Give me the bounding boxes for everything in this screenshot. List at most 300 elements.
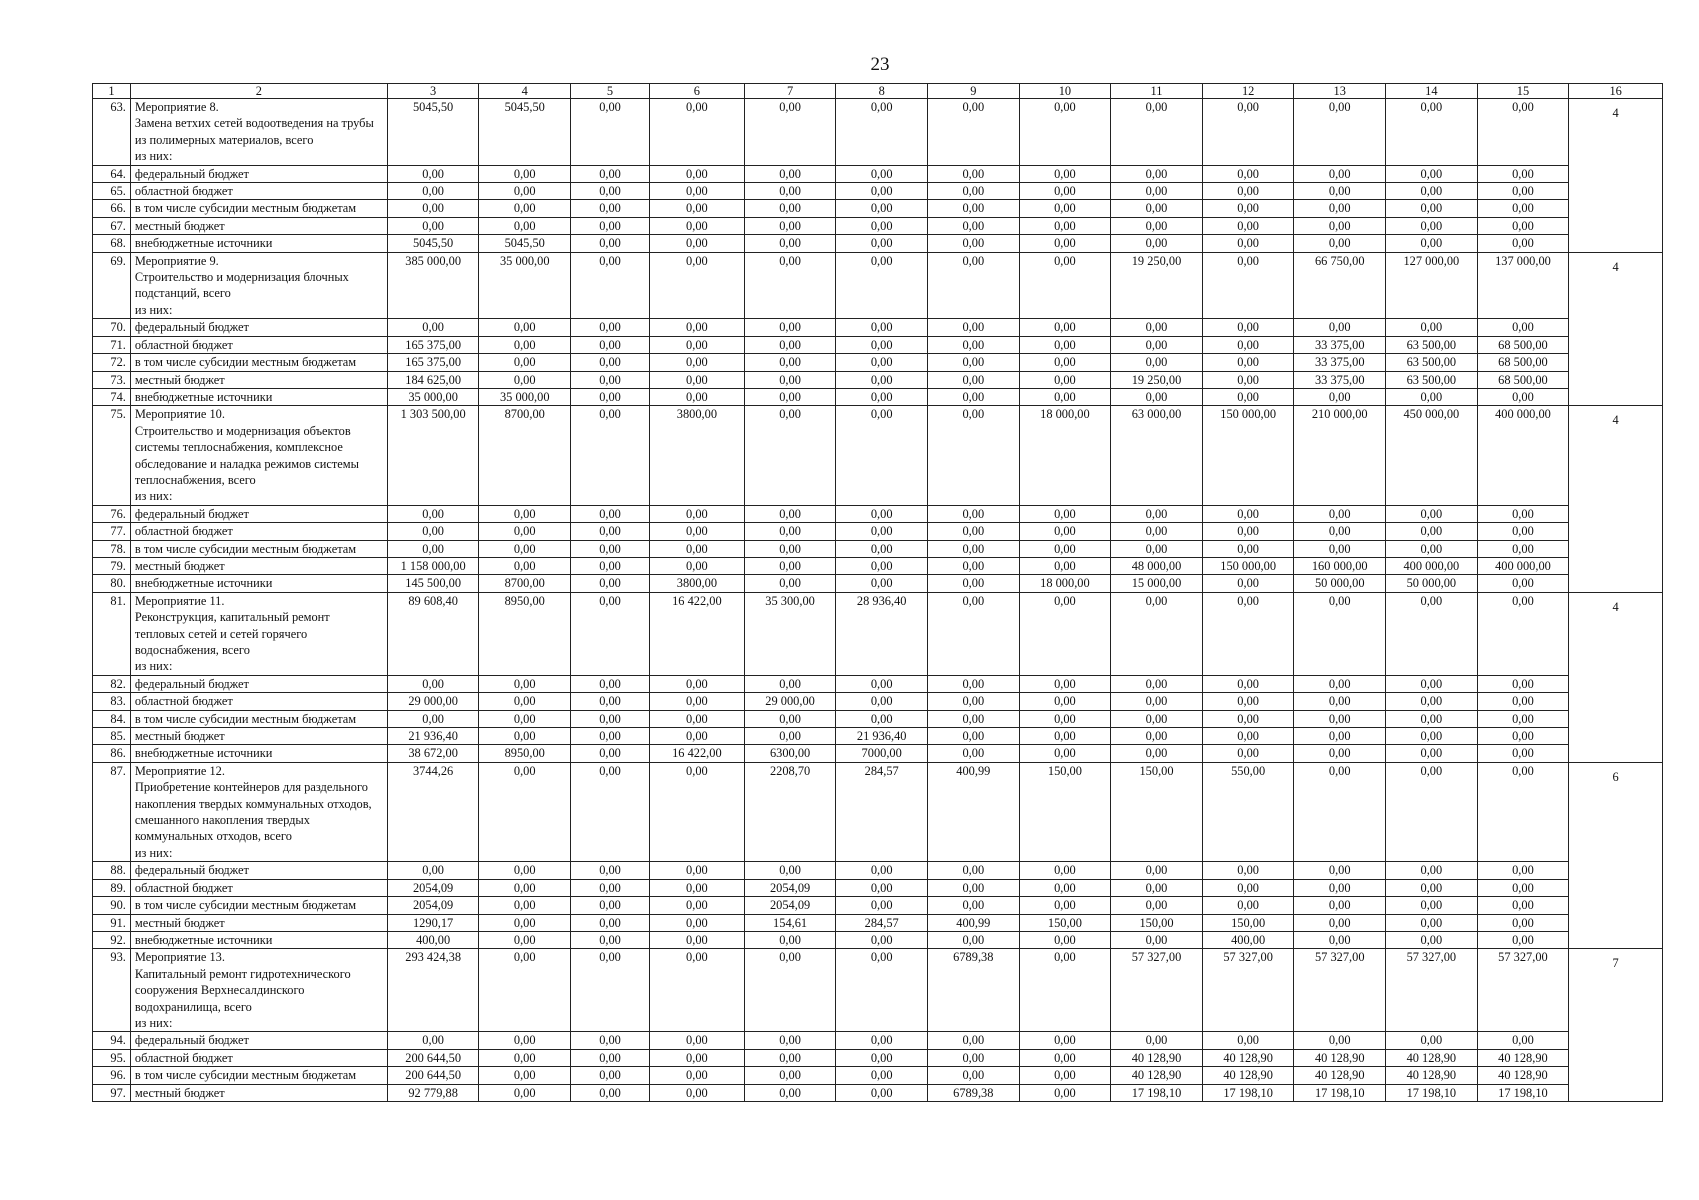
row-name bbox=[130, 879, 387, 896]
row-value: 0,00 bbox=[836, 235, 928, 252]
row-value: 0,00 bbox=[650, 1084, 745, 1101]
row-value: 0,00 bbox=[1386, 675, 1478, 692]
row-name bbox=[130, 693, 387, 710]
row-value: 21 936,40 bbox=[836, 728, 928, 745]
row-value: 0,00 bbox=[571, 914, 650, 931]
table-row bbox=[93, 693, 1663, 710]
row-value: 0,00 bbox=[836, 1049, 928, 1066]
row-value: 0,00 bbox=[1477, 217, 1569, 234]
row-value: 0,00 bbox=[479, 693, 571, 710]
row-name bbox=[130, 217, 387, 234]
row-number: 65. bbox=[93, 183, 131, 200]
row-value: 0,00 bbox=[836, 99, 928, 166]
row-value: 35 000,00 bbox=[479, 252, 571, 319]
row-value: 0,00 bbox=[1019, 252, 1111, 319]
row-value: 0,00 bbox=[744, 949, 836, 1032]
row-value: 0,00 bbox=[928, 319, 1020, 336]
row-value: 0,00 bbox=[571, 1032, 650, 1049]
row-value: 2054,09 bbox=[387, 879, 479, 896]
row-value: 0,00 bbox=[1019, 235, 1111, 252]
row-value: 0,00 bbox=[928, 879, 1020, 896]
row-value: 137 000,00 bbox=[1477, 252, 1569, 319]
row-value: 0,00 bbox=[571, 99, 650, 166]
row-value: 0,00 bbox=[1111, 897, 1203, 914]
row-number: 87. bbox=[93, 762, 131, 861]
row-value: 0,00 bbox=[836, 1084, 928, 1101]
row-number: 85. bbox=[93, 728, 131, 745]
row-value: 0,00 bbox=[1294, 165, 1386, 182]
row-value: 0,00 bbox=[744, 406, 836, 505]
row-value: 0,00 bbox=[836, 523, 928, 540]
row-value: 0,00 bbox=[744, 575, 836, 592]
row-value: 150,00 bbox=[1019, 914, 1111, 931]
row-value: 0,00 bbox=[650, 914, 745, 931]
row-name-line: Мероприятие 12. bbox=[134, 763, 225, 778]
row-value: 66 750,00 bbox=[1294, 252, 1386, 319]
row-value: 0,00 bbox=[1477, 762, 1569, 861]
row-name-line: федеральный бюджет bbox=[134, 166, 249, 181]
row-value: 0,00 bbox=[479, 505, 571, 522]
row-value: 0,00 bbox=[650, 200, 745, 217]
row-number: 67. bbox=[93, 217, 131, 234]
row-value: 0,00 bbox=[1294, 710, 1386, 727]
row-value: 0,00 bbox=[1477, 183, 1569, 200]
row-value: 145 500,00 bbox=[387, 575, 479, 592]
row-value: 0,00 bbox=[744, 319, 836, 336]
row-value: 400 000,00 bbox=[1477, 406, 1569, 505]
row-value: 0,00 bbox=[1111, 675, 1203, 692]
row-value: 0,00 bbox=[836, 710, 928, 727]
row-name bbox=[130, 862, 387, 879]
row-value: 0,00 bbox=[650, 354, 745, 371]
row-value: 0,00 bbox=[479, 949, 571, 1032]
row-value: 0,00 bbox=[1111, 540, 1203, 557]
row-value: 0,00 bbox=[1202, 728, 1294, 745]
row-name-line: местный бюджет bbox=[134, 558, 225, 573]
row-value: 0,00 bbox=[744, 540, 836, 557]
target-indicator: 4 bbox=[1569, 252, 1663, 406]
row-value: 0,00 bbox=[1294, 1032, 1386, 1049]
row-value: 0,00 bbox=[928, 675, 1020, 692]
row-value: 0,00 bbox=[1202, 862, 1294, 879]
target-indicator: 4 bbox=[1569, 592, 1663, 762]
row-name-line: областной бюджет bbox=[134, 880, 233, 895]
row-value: 0,00 bbox=[1019, 862, 1111, 879]
table-row bbox=[93, 319, 1663, 336]
row-value: 0,00 bbox=[1202, 879, 1294, 896]
column-header: 12 bbox=[1202, 84, 1294, 99]
row-value: 0,00 bbox=[571, 388, 650, 405]
row-value: 0,00 bbox=[928, 523, 1020, 540]
row-value: 0,00 bbox=[479, 1067, 571, 1084]
row-value: 0,00 bbox=[1386, 862, 1478, 879]
row-value: 68 500,00 bbox=[1477, 336, 1569, 353]
row-number: 81. bbox=[93, 592, 131, 675]
row-value: 0,00 bbox=[650, 217, 745, 234]
row-value: 210 000,00 bbox=[1294, 406, 1386, 505]
row-number: 74. bbox=[93, 388, 131, 405]
row-value: 154,61 bbox=[744, 914, 836, 931]
row-value: 0,00 bbox=[1019, 165, 1111, 182]
row-value: 40 128,90 bbox=[1477, 1067, 1569, 1084]
row-number: 90. bbox=[93, 897, 131, 914]
row-value: 40 128,90 bbox=[1386, 1067, 1478, 1084]
row-value: 0,00 bbox=[571, 183, 650, 200]
row-name-line: в том числе субсидии местным бюджетам bbox=[134, 1068, 357, 1083]
row-value: 21 936,40 bbox=[387, 728, 479, 745]
row-value: 0,00 bbox=[836, 319, 928, 336]
row-value: 400,00 bbox=[387, 931, 479, 948]
row-value: 0,00 bbox=[571, 675, 650, 692]
column-header: 7 bbox=[744, 84, 836, 99]
row-value: 0,00 bbox=[836, 693, 928, 710]
row-name-line: федеральный бюджет bbox=[134, 506, 249, 521]
row-number: 94. bbox=[93, 1032, 131, 1049]
row-value: 0,00 bbox=[1477, 745, 1569, 762]
row-value: 0,00 bbox=[1386, 388, 1478, 405]
row-value: 0,00 bbox=[928, 165, 1020, 182]
row-name bbox=[130, 505, 387, 522]
row-value: 385 000,00 bbox=[387, 252, 479, 319]
row-value: 0,00 bbox=[1019, 99, 1111, 166]
row-value: 0,00 bbox=[1202, 540, 1294, 557]
row-number: 75. bbox=[93, 406, 131, 505]
row-value: 89 608,40 bbox=[387, 592, 479, 675]
row-value: 40 128,90 bbox=[1111, 1067, 1203, 1084]
row-number: 80. bbox=[93, 575, 131, 592]
row-value: 0,00 bbox=[1386, 592, 1478, 675]
row-name-line: внебюджетные источники bbox=[134, 576, 273, 591]
row-name bbox=[130, 406, 387, 505]
row-value: 0,00 bbox=[1294, 931, 1386, 948]
row-value: 0,00 bbox=[1477, 388, 1569, 405]
row-value: 0,00 bbox=[650, 557, 745, 574]
row-value: 0,00 bbox=[836, 1032, 928, 1049]
row-value: 0,00 bbox=[836, 252, 928, 319]
target-indicator: 7 bbox=[1569, 949, 1663, 1102]
row-value: 0,00 bbox=[1294, 540, 1386, 557]
table-row-main bbox=[93, 406, 1663, 505]
row-value: 0,00 bbox=[836, 575, 928, 592]
row-value: 0,00 bbox=[571, 165, 650, 182]
row-value: 57 327,00 bbox=[1202, 949, 1294, 1032]
row-value: 0,00 bbox=[928, 371, 1020, 388]
row-name-line: внебюджетные источники bbox=[134, 389, 273, 404]
row-value: 40 128,90 bbox=[1111, 1049, 1203, 1066]
row-value: 0,00 bbox=[1477, 675, 1569, 692]
row-value: 0,00 bbox=[571, 897, 650, 914]
row-value: 0,00 bbox=[1294, 217, 1386, 234]
row-value: 6300,00 bbox=[744, 745, 836, 762]
row-value: 35 300,00 bbox=[744, 592, 836, 675]
row-name-line: областной бюджет bbox=[134, 184, 233, 199]
row-value: 8700,00 bbox=[479, 575, 571, 592]
row-value: 0,00 bbox=[836, 200, 928, 217]
row-value: 0,00 bbox=[1019, 523, 1111, 540]
row-value: 0,00 bbox=[650, 183, 745, 200]
row-value: 0,00 bbox=[744, 862, 836, 879]
row-value: 0,00 bbox=[1477, 1032, 1569, 1049]
table-row bbox=[93, 540, 1663, 557]
row-value: 0,00 bbox=[650, 252, 745, 319]
row-value: 0,00 bbox=[1477, 575, 1569, 592]
table-row bbox=[93, 235, 1663, 252]
row-value: 0,00 bbox=[1019, 949, 1111, 1032]
row-value: 0,00 bbox=[571, 1084, 650, 1101]
table-row bbox=[93, 745, 1663, 762]
row-value: 0,00 bbox=[1111, 693, 1203, 710]
column-header: 6 bbox=[650, 84, 745, 99]
row-value: 0,00 bbox=[1111, 319, 1203, 336]
row-value: 0,00 bbox=[479, 557, 571, 574]
row-name bbox=[130, 252, 387, 319]
row-value: 0,00 bbox=[479, 354, 571, 371]
row-number: 71. bbox=[93, 336, 131, 353]
row-value: 0,00 bbox=[1477, 540, 1569, 557]
row-value: 0,00 bbox=[1294, 183, 1386, 200]
row-value: 0,00 bbox=[479, 862, 571, 879]
row-value: 0,00 bbox=[479, 914, 571, 931]
row-value: 0,00 bbox=[1111, 336, 1203, 353]
row-value: 6789,38 bbox=[928, 949, 1020, 1032]
row-value: 0,00 bbox=[571, 540, 650, 557]
row-value: 0,00 bbox=[571, 235, 650, 252]
row-value: 8950,00 bbox=[479, 592, 571, 675]
row-value: 17 198,10 bbox=[1111, 1084, 1203, 1101]
table-row bbox=[93, 183, 1663, 200]
row-value: 0,00 bbox=[1202, 897, 1294, 914]
row-value: 0,00 bbox=[387, 540, 479, 557]
table-row bbox=[93, 200, 1663, 217]
row-value: 0,00 bbox=[1202, 319, 1294, 336]
row-value: 0,00 bbox=[1477, 728, 1569, 745]
row-value: 0,00 bbox=[836, 862, 928, 879]
row-value: 0,00 bbox=[650, 523, 745, 540]
table-row bbox=[93, 728, 1663, 745]
row-value: 7000,00 bbox=[836, 745, 928, 762]
row-value: 0,00 bbox=[1386, 931, 1478, 948]
row-value: 0,00 bbox=[1019, 728, 1111, 745]
row-value: 0,00 bbox=[928, 557, 1020, 574]
row-value: 0,00 bbox=[928, 336, 1020, 353]
row-value: 0,00 bbox=[479, 523, 571, 540]
row-value: 400 000,00 bbox=[1386, 557, 1478, 574]
row-value: 0,00 bbox=[1294, 200, 1386, 217]
target-indicator: 4 bbox=[1569, 406, 1663, 592]
row-value: 0,00 bbox=[1202, 710, 1294, 727]
row-value: 35 000,00 bbox=[387, 388, 479, 405]
row-number: 69. bbox=[93, 252, 131, 319]
row-value: 1 158 000,00 bbox=[387, 557, 479, 574]
row-value: 0,00 bbox=[1202, 523, 1294, 540]
row-value: 18 000,00 bbox=[1019, 575, 1111, 592]
row-value: 38 672,00 bbox=[387, 745, 479, 762]
row-value: 17 198,10 bbox=[1386, 1084, 1478, 1101]
row-name bbox=[130, 165, 387, 182]
row-value: 0,00 bbox=[928, 99, 1020, 166]
row-value: 0,00 bbox=[1294, 879, 1386, 896]
row-value: 0,00 bbox=[1019, 1049, 1111, 1066]
row-value: 400,99 bbox=[928, 914, 1020, 931]
table-row-main bbox=[93, 252, 1663, 319]
column-header: 11 bbox=[1111, 84, 1203, 99]
table-row-main bbox=[93, 592, 1663, 675]
row-number: 96. bbox=[93, 1067, 131, 1084]
row-value: 17 198,10 bbox=[1477, 1084, 1569, 1101]
row-value: 400 000,00 bbox=[1477, 557, 1569, 574]
budget-table bbox=[92, 83, 1663, 1102]
row-value: 33 375,00 bbox=[1294, 371, 1386, 388]
row-number: 66. bbox=[93, 200, 131, 217]
row-value: 0,00 bbox=[1019, 336, 1111, 353]
row-name bbox=[130, 931, 387, 948]
row-name-line: местный бюджет bbox=[134, 915, 225, 930]
row-number: 78. bbox=[93, 540, 131, 557]
row-value: 6789,38 bbox=[928, 1084, 1020, 1101]
row-value: 0,00 bbox=[1019, 319, 1111, 336]
row-value: 0,00 bbox=[1019, 505, 1111, 522]
row-number: 86. bbox=[93, 745, 131, 762]
row-value: 0,00 bbox=[1111, 183, 1203, 200]
row-name-line: из них: bbox=[134, 659, 173, 674]
row-value: 0,00 bbox=[1294, 914, 1386, 931]
row-name-line: внебюджетные источники bbox=[134, 236, 273, 251]
row-name-line: федеральный бюджет bbox=[134, 1033, 249, 1048]
row-name bbox=[130, 1067, 387, 1084]
row-value: 400,99 bbox=[928, 762, 1020, 861]
row-value: 0,00 bbox=[1202, 200, 1294, 217]
row-name-line: из них: bbox=[134, 302, 173, 317]
row-value: 160 000,00 bbox=[1294, 557, 1386, 574]
row-value: 0,00 bbox=[1294, 862, 1386, 879]
row-number: 79. bbox=[93, 557, 131, 574]
row-name-line: областной бюджет bbox=[134, 524, 233, 539]
row-value: 0,00 bbox=[387, 1032, 479, 1049]
row-value: 0,00 bbox=[479, 728, 571, 745]
table-row bbox=[93, 1049, 1663, 1066]
row-value: 0,00 bbox=[836, 879, 928, 896]
row-value: 0,00 bbox=[1477, 914, 1569, 931]
row-value: 0,00 bbox=[571, 693, 650, 710]
row-name-line: федеральный бюджет bbox=[134, 863, 249, 878]
row-value: 50 000,00 bbox=[1294, 575, 1386, 592]
row-name bbox=[130, 675, 387, 692]
row-value: 0,00 bbox=[928, 897, 1020, 914]
row-value: 0,00 bbox=[1202, 371, 1294, 388]
column-header: 14 bbox=[1386, 84, 1478, 99]
row-value: 0,00 bbox=[1477, 592, 1569, 675]
row-value: 0,00 bbox=[744, 728, 836, 745]
row-value: 0,00 bbox=[928, 862, 1020, 879]
row-name-line: Реконструкция, капитальный ремонт тепловых сетей и сетей горячего водоснабжения, всего bbox=[134, 610, 330, 657]
row-value: 63 000,00 bbox=[1111, 406, 1203, 505]
row-name bbox=[130, 99, 387, 166]
row-value: 0,00 bbox=[387, 523, 479, 540]
row-value: 0,00 bbox=[1477, 931, 1569, 948]
row-number: 91. bbox=[93, 914, 131, 931]
row-name-line: Замена ветхих сетей водоотведения на трубы из полимерных материалов, всего bbox=[134, 116, 374, 147]
row-value: 0,00 bbox=[479, 1032, 571, 1049]
row-value: 0,00 bbox=[1294, 675, 1386, 692]
row-value: 0,00 bbox=[744, 200, 836, 217]
row-value: 0,00 bbox=[571, 1067, 650, 1084]
row-name bbox=[130, 1032, 387, 1049]
row-value: 0,00 bbox=[928, 1032, 1020, 1049]
row-value: 0,00 bbox=[387, 165, 479, 182]
row-value: 16 422,00 bbox=[650, 745, 745, 762]
row-value: 50 000,00 bbox=[1386, 575, 1478, 592]
row-value: 0,00 bbox=[1477, 235, 1569, 252]
row-value: 0,00 bbox=[744, 675, 836, 692]
table-row bbox=[93, 1032, 1663, 1049]
row-value: 0,00 bbox=[928, 505, 1020, 522]
row-value: 3744,26 bbox=[387, 762, 479, 861]
table-row bbox=[93, 710, 1663, 727]
row-value: 40 128,90 bbox=[1202, 1049, 1294, 1066]
row-value: 0,00 bbox=[1294, 745, 1386, 762]
row-value: 0,00 bbox=[1202, 235, 1294, 252]
row-name-line: из них: bbox=[134, 489, 173, 504]
row-value: 0,00 bbox=[744, 1049, 836, 1066]
row-number: 89. bbox=[93, 879, 131, 896]
table-row bbox=[93, 505, 1663, 522]
row-name-line: в том числе субсидии местным бюджетам bbox=[134, 898, 357, 913]
row-value: 0,00 bbox=[1111, 99, 1203, 166]
row-value: 0,00 bbox=[1386, 897, 1478, 914]
row-value: 16 422,00 bbox=[650, 592, 745, 675]
row-value: 0,00 bbox=[1477, 505, 1569, 522]
row-value: 0,00 bbox=[1019, 354, 1111, 371]
row-value: 0,00 bbox=[479, 675, 571, 692]
row-value: 1290,17 bbox=[387, 914, 479, 931]
row-value: 0,00 bbox=[1386, 523, 1478, 540]
row-value: 0,00 bbox=[1202, 165, 1294, 182]
row-value: 0,00 bbox=[1386, 879, 1478, 896]
row-name bbox=[130, 592, 387, 675]
row-value: 150,00 bbox=[1111, 762, 1203, 861]
row-value: 0,00 bbox=[1019, 879, 1111, 896]
table-row bbox=[93, 931, 1663, 948]
row-value: 0,00 bbox=[650, 1049, 745, 1066]
column-header: 10 bbox=[1019, 84, 1111, 99]
row-value: 0,00 bbox=[1294, 235, 1386, 252]
row-value: 0,00 bbox=[650, 165, 745, 182]
row-value: 0,00 bbox=[744, 371, 836, 388]
row-value: 0,00 bbox=[836, 217, 928, 234]
row-value: 2054,09 bbox=[387, 897, 479, 914]
row-value: 0,00 bbox=[836, 388, 928, 405]
row-value: 0,00 bbox=[571, 575, 650, 592]
row-value: 200 644,50 bbox=[387, 1067, 479, 1084]
row-value: 18 000,00 bbox=[1019, 406, 1111, 505]
row-value: 0,00 bbox=[928, 693, 1020, 710]
row-value: 0,00 bbox=[571, 1049, 650, 1066]
row-name bbox=[130, 336, 387, 353]
column-header: 8 bbox=[836, 84, 928, 99]
row-number: 95. bbox=[93, 1049, 131, 1066]
table-row bbox=[93, 557, 1663, 574]
row-value: 0,00 bbox=[479, 371, 571, 388]
row-value: 0,00 bbox=[650, 862, 745, 879]
row-value: 57 327,00 bbox=[1477, 949, 1569, 1032]
row-name-line: из них: bbox=[134, 1015, 173, 1030]
row-number: 92. bbox=[93, 931, 131, 948]
row-value: 0,00 bbox=[1202, 592, 1294, 675]
row-value: 0,00 bbox=[1111, 505, 1203, 522]
row-name-line: областной бюджет bbox=[134, 694, 233, 709]
row-value: 33 375,00 bbox=[1294, 336, 1386, 353]
row-value: 0,00 bbox=[650, 675, 745, 692]
